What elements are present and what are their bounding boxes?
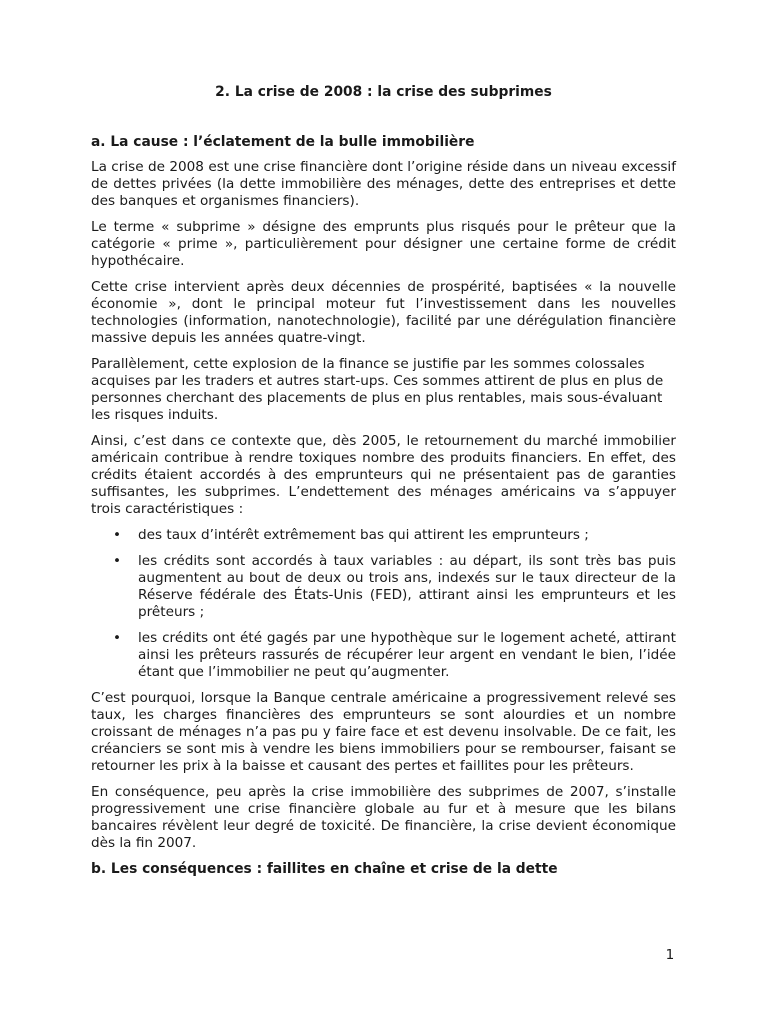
paragraph: Cette crise intervient après deux décennies de prospérité, baptisées « la nouvelle économie », dont le principal moteur fut l’investissement dans les nouvelles technologies (information, nanotechnologie), facilité par une dérégulation financière massive depuis les années quatre-vingt. bbox=[91, 279, 676, 346]
list-item bbox=[91, 553, 676, 621]
paragraph: Parallèlement, cette explosion de la finance se justifie par les sommes colossales acquises par les traders et autres start-ups. Ces sommes attirent de plus en plus de personnes cherchant des placements de plus en plus rentables, mais sous-évaluant les risques induits. bbox=[91, 356, 664, 423]
document-title: 2. La crise de 2008 : la crise des subprimes bbox=[215, 84, 552, 100]
list-item-text: les crédits sont accordés à taux variables : au départ, ils sont très bas puis augmentent au bout de deux ou trois ans, indexés sur le taux directeur de la Réserve fédérale des États-Unis (FED), attirant ainsi les emprunteurs et les prêteurs ; bbox=[138, 553, 676, 620]
list-item bbox=[91, 527, 676, 544]
list-item bbox=[91, 630, 676, 681]
paragraph: Ainsi, c’est dans ce contexte que, dès 2005, le retournement du marché immobilier américain contribue à rendre toxiques nombre des produits financiers. En effet, des crédits étaient accordés à des emprunteurs qui ne présentaient pas de garanties suffisantes, les subprimes. L’endettement des ménages américains va s’appuyer trois caractéristiques : bbox=[91, 433, 676, 517]
page-content bbox=[91, 84, 676, 886]
section-b-heading: b. Les conséquences : faillites en chaîne et crise de la dette bbox=[91, 861, 558, 877]
section-a-heading: a. La cause : l’éclatement de la bulle immobilière bbox=[91, 134, 475, 150]
bullet-icon: • bbox=[113, 553, 122, 569]
paragraph: En conséquence, peu après la crise immobilière des subprimes de 2007, s’installe progressivement une crise financière globale au fur et à mesure que les bilans bancaires révèlent leur degré de toxicité. De financière, la crise devient économique dès la fin 2007. bbox=[91, 784, 676, 851]
list-item-text: les crédits ont été gagés par une hypothèque sur le logement acheté, attirant ainsi les prêteurs rassurés de récupérer leur argent en vendant le bien, l’idée étant que l’immobilier ne peut qu’augmenter. bbox=[138, 630, 676, 680]
list-item-text: des taux d’intérêt extrêmement bas qui attirent les emprunteurs ; bbox=[138, 527, 589, 543]
bullet-icon: • bbox=[113, 630, 122, 646]
paragraph: Le terme « subprime » désigne des emprunts plus risqués pour le prêteur que la catégorie « prime », particulièrement pour désigner une certaine forme de crédit hypothécaire. bbox=[91, 219, 676, 269]
bullet-list bbox=[91, 527, 676, 681]
paragraph: La crise de 2008 est une crise financière dont l’origine réside dans un niveau excessif de dettes privées (la dette immobilière des ménages, dette des entreprises et dette des banques et organismes financiers). bbox=[91, 159, 676, 209]
bullet-icon: • bbox=[113, 527, 122, 543]
paragraph: C’est pourquoi, lorsque la Banque centrale américaine a progressivement relevé ses taux, les charges financières des emprunteurs se sont alourdies et un nombre croissant de ménages n’a pas pu y faire face et est devenu insolvable. De ce fait, les créanciers se sont mis à vendre les biens immobiliers pour se rembourser, faisant se retourner les prix à la baisse et causant des pertes et faillites pour les prêteurs. bbox=[91, 690, 676, 774]
page-number: 1 bbox=[665, 947, 675, 963]
